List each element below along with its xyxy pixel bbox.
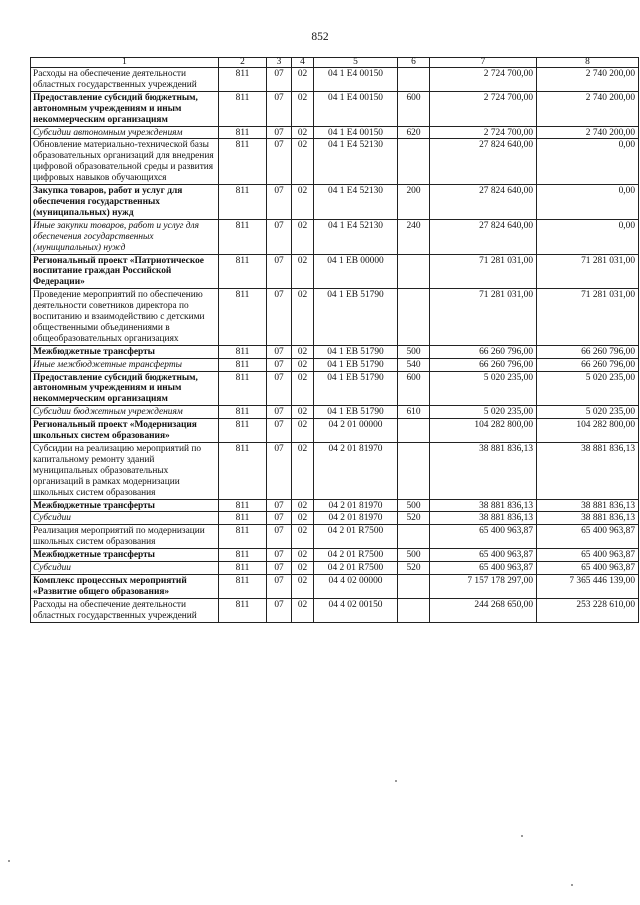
table-row bbox=[31, 126, 639, 139]
cell-c4: 02 bbox=[292, 68, 314, 92]
cell-c6: 520 bbox=[398, 562, 430, 575]
cell-c8: 5 020 235,00 bbox=[537, 406, 639, 419]
table-row bbox=[31, 185, 639, 220]
row-name-cell: Расходы на обеспечение деятельности областных государственных учреждений bbox=[31, 68, 219, 92]
cell-c6: 500 bbox=[398, 499, 430, 512]
cell-c4: 02 bbox=[292, 289, 314, 346]
cell-c6 bbox=[398, 68, 430, 92]
cell-c4: 02 bbox=[292, 549, 314, 562]
cell-c7: 2 724 700,00 bbox=[430, 68, 537, 92]
table-row bbox=[31, 91, 639, 126]
cell-c4: 02 bbox=[292, 499, 314, 512]
column-header: 6 bbox=[398, 58, 430, 68]
cell-c2: 811 bbox=[219, 419, 267, 443]
cell-c6: 500 bbox=[398, 549, 430, 562]
cell-c5: 04 2 01 81970 bbox=[314, 443, 398, 500]
cell-c6 bbox=[398, 443, 430, 500]
cell-c2: 811 bbox=[219, 443, 267, 500]
cell-c5: 04 1 EB 51790 bbox=[314, 289, 398, 346]
cell-c5: 04 4 02 00000 bbox=[314, 574, 398, 598]
cell-c6: 500 bbox=[398, 345, 430, 358]
cell-c2: 811 bbox=[219, 371, 267, 406]
cell-c7: 104 282 800,00 bbox=[430, 419, 537, 443]
row-name-cell: Межбюджетные трансферты bbox=[31, 549, 219, 562]
cell-c2: 811 bbox=[219, 499, 267, 512]
cell-c7: 5 020 235,00 bbox=[430, 406, 537, 419]
row-name-cell: Субсидии бюджетным учреждениям bbox=[31, 406, 219, 419]
cell-c4: 02 bbox=[292, 598, 314, 622]
row-name-cell: Иные закупки товаров, работ и услуг для обеспечения государственных (муниципальных) нужд bbox=[31, 219, 219, 254]
cell-c5: 04 2 01 R7500 bbox=[314, 562, 398, 575]
table-row bbox=[31, 406, 639, 419]
cell-c6: 610 bbox=[398, 406, 430, 419]
cell-c5: 04 4 02 00150 bbox=[314, 598, 398, 622]
cell-c5: 04 1 E4 52130 bbox=[314, 219, 398, 254]
cell-c7: 27 824 640,00 bbox=[430, 219, 537, 254]
cell-c3: 07 bbox=[267, 598, 292, 622]
scan-speck bbox=[8, 860, 10, 862]
row-name-cell: Реализация мероприятий по модернизации школьных систем образования bbox=[31, 525, 219, 549]
cell-c7: 71 281 031,00 bbox=[430, 289, 537, 346]
cell-c8: 2 740 200,00 bbox=[537, 68, 639, 92]
cell-c2: 811 bbox=[219, 358, 267, 371]
table-row bbox=[31, 512, 639, 525]
cell-c5: 04 1 E4 00150 bbox=[314, 91, 398, 126]
cell-c8: 7 365 446 139,00 bbox=[537, 574, 639, 598]
cell-c5: 04 2 01 81970 bbox=[314, 512, 398, 525]
cell-c8: 104 282 800,00 bbox=[537, 419, 639, 443]
cell-c2: 811 bbox=[219, 185, 267, 220]
column-header: 1 bbox=[31, 58, 219, 68]
cell-c3: 07 bbox=[267, 254, 292, 289]
cell-c2: 811 bbox=[219, 289, 267, 346]
row-name-cell: Обновление материально-технической базы образовательных организаций для внедрения цифровой образовательной среды и развития цифровых навыков обучающихся bbox=[31, 139, 219, 185]
table-row bbox=[31, 254, 639, 289]
cell-c5: 04 2 01 81970 bbox=[314, 499, 398, 512]
cell-c8: 2 740 200,00 bbox=[537, 126, 639, 139]
cell-c4: 02 bbox=[292, 574, 314, 598]
cell-c3: 07 bbox=[267, 371, 292, 406]
cell-c8: 0,00 bbox=[537, 139, 639, 185]
cell-c2: 811 bbox=[219, 345, 267, 358]
cell-c3: 07 bbox=[267, 406, 292, 419]
table-header-row bbox=[31, 58, 639, 68]
cell-c6: 600 bbox=[398, 371, 430, 406]
cell-c6 bbox=[398, 419, 430, 443]
row-name-cell: Проведение мероприятий по обеспечению деятельности советников директора по воспитанию и взаимодействию с детскими общественными объединениями в общеобразовательных организациях bbox=[31, 289, 219, 346]
cell-c4: 02 bbox=[292, 525, 314, 549]
cell-c3: 07 bbox=[267, 512, 292, 525]
cell-c4: 02 bbox=[292, 185, 314, 220]
table-row bbox=[31, 219, 639, 254]
cell-c2: 811 bbox=[219, 91, 267, 126]
column-header: 8 bbox=[537, 58, 639, 68]
scan-speck bbox=[571, 884, 573, 886]
cell-c4: 02 bbox=[292, 419, 314, 443]
cell-c7: 66 260 796,00 bbox=[430, 358, 537, 371]
cell-c8: 0,00 bbox=[537, 219, 639, 254]
cell-c8: 38 881 836,13 bbox=[537, 443, 639, 500]
cell-c6: 540 bbox=[398, 358, 430, 371]
cell-c2: 811 bbox=[219, 126, 267, 139]
cell-c3: 07 bbox=[267, 419, 292, 443]
cell-c7: 244 268 650,00 bbox=[430, 598, 537, 622]
row-name-cell: Межбюджетные трансферты bbox=[31, 499, 219, 512]
cell-c8: 66 260 796,00 bbox=[537, 358, 639, 371]
cell-c8: 5 020 235,00 bbox=[537, 371, 639, 406]
table-row bbox=[31, 419, 639, 443]
table-row bbox=[31, 345, 639, 358]
table-row bbox=[31, 358, 639, 371]
row-name-cell: Региональный проект «Модернизация школьных систем образования» bbox=[31, 419, 219, 443]
cell-c5: 04 1 E4 52130 bbox=[314, 139, 398, 185]
cell-c4: 02 bbox=[292, 126, 314, 139]
cell-c6: 520 bbox=[398, 512, 430, 525]
cell-c3: 07 bbox=[267, 219, 292, 254]
cell-c7: 2 724 700,00 bbox=[430, 91, 537, 126]
cell-c8: 253 228 610,00 bbox=[537, 598, 639, 622]
cell-c2: 811 bbox=[219, 562, 267, 575]
cell-c7: 65 400 963,87 bbox=[430, 562, 537, 575]
cell-c4: 02 bbox=[292, 562, 314, 575]
cell-c4: 02 bbox=[292, 254, 314, 289]
scan-speck bbox=[395, 780, 397, 782]
cell-c7: 2 724 700,00 bbox=[430, 126, 537, 139]
row-name-cell: Субсидии bbox=[31, 562, 219, 575]
cell-c6 bbox=[398, 289, 430, 346]
cell-c3: 07 bbox=[267, 358, 292, 371]
cell-c6 bbox=[398, 139, 430, 185]
table-row bbox=[31, 371, 639, 406]
row-name-cell: Субсидии bbox=[31, 512, 219, 525]
column-header: 3 bbox=[267, 58, 292, 68]
page-number: 852 bbox=[311, 31, 329, 43]
cell-c7: 66 260 796,00 bbox=[430, 345, 537, 358]
cell-c5: 04 1 EB 00000 bbox=[314, 254, 398, 289]
cell-c4: 02 bbox=[292, 345, 314, 358]
cell-c3: 07 bbox=[267, 126, 292, 139]
table-row bbox=[31, 574, 639, 598]
budget-table bbox=[30, 57, 639, 623]
cell-c5: 04 1 EB 51790 bbox=[314, 371, 398, 406]
cell-c5: 04 1 EB 51790 bbox=[314, 345, 398, 358]
table-row bbox=[31, 139, 639, 185]
column-header: 2 bbox=[219, 58, 267, 68]
cell-c6: 620 bbox=[398, 126, 430, 139]
column-header: 4 bbox=[292, 58, 314, 68]
cell-c5: 04 1 E4 52130 bbox=[314, 185, 398, 220]
table-row bbox=[31, 598, 639, 622]
cell-c2: 811 bbox=[219, 598, 267, 622]
cell-c3: 07 bbox=[267, 549, 292, 562]
cell-c6: 600 bbox=[398, 91, 430, 126]
row-name-cell: Расходы на обеспечение деятельности областных государственных учреждений bbox=[31, 598, 219, 622]
cell-c5: 04 1 EB 51790 bbox=[314, 406, 398, 419]
cell-c6 bbox=[398, 525, 430, 549]
table-row bbox=[31, 68, 639, 92]
cell-c5: 04 2 01 R7500 bbox=[314, 549, 398, 562]
cell-c3: 07 bbox=[267, 185, 292, 220]
cell-c4: 02 bbox=[292, 139, 314, 185]
cell-c3: 07 bbox=[267, 68, 292, 92]
cell-c7: 38 881 836,13 bbox=[430, 443, 537, 500]
cell-c5: 04 2 01 00000 bbox=[314, 419, 398, 443]
cell-c3: 07 bbox=[267, 443, 292, 500]
cell-c6 bbox=[398, 574, 430, 598]
row-name-cell: Комплекс процессных мероприятий «Развитие общего образования» bbox=[31, 574, 219, 598]
cell-c3: 07 bbox=[267, 562, 292, 575]
cell-c7: 38 881 836,13 bbox=[430, 512, 537, 525]
cell-c2: 811 bbox=[219, 512, 267, 525]
cell-c3: 07 bbox=[267, 289, 292, 346]
cell-c8: 66 260 796,00 bbox=[537, 345, 639, 358]
cell-c5: 04 2 01 R7500 bbox=[314, 525, 398, 549]
cell-c6 bbox=[398, 598, 430, 622]
cell-c3: 07 bbox=[267, 139, 292, 185]
cell-c3: 07 bbox=[267, 499, 292, 512]
cell-c8: 71 281 031,00 bbox=[537, 254, 639, 289]
cell-c4: 02 bbox=[292, 406, 314, 419]
cell-c2: 811 bbox=[219, 68, 267, 92]
cell-c8: 0,00 bbox=[537, 185, 639, 220]
cell-c4: 02 bbox=[292, 91, 314, 126]
table-row bbox=[31, 562, 639, 575]
cell-c2: 811 bbox=[219, 406, 267, 419]
cell-c3: 07 bbox=[267, 525, 292, 549]
row-name-cell: Предоставление субсидий бюджетным, автономным учреждениям и иным некоммерческим организациям bbox=[31, 91, 219, 126]
table-row bbox=[31, 525, 639, 549]
cell-c3: 07 bbox=[267, 574, 292, 598]
cell-c2: 811 bbox=[219, 139, 267, 185]
cell-c2: 811 bbox=[219, 549, 267, 562]
cell-c8: 65 400 963,87 bbox=[537, 562, 639, 575]
cell-c2: 811 bbox=[219, 574, 267, 598]
row-name-cell: Межбюджетные трансферты bbox=[31, 345, 219, 358]
row-name-cell: Региональный проект «Патриотическое воспитание граждан Российской Федерации» bbox=[31, 254, 219, 289]
row-name-cell: Закупка товаров, работ и услуг для обеспечения государственных (муниципальных) нужд bbox=[31, 185, 219, 220]
cell-c8: 38 881 836,13 bbox=[537, 512, 639, 525]
row-name-cell: Иные межбюджетные трансферты bbox=[31, 358, 219, 371]
cell-c6: 240 bbox=[398, 219, 430, 254]
cell-c2: 811 bbox=[219, 525, 267, 549]
cell-c3: 07 bbox=[267, 345, 292, 358]
cell-c7: 5 020 235,00 bbox=[430, 371, 537, 406]
cell-c5: 04 1 E4 00150 bbox=[314, 126, 398, 139]
cell-c8: 65 400 963,87 bbox=[537, 525, 639, 549]
table-row bbox=[31, 289, 639, 346]
table-row bbox=[31, 499, 639, 512]
cell-c6 bbox=[398, 254, 430, 289]
cell-c7: 71 281 031,00 bbox=[430, 254, 537, 289]
cell-c7: 27 824 640,00 bbox=[430, 139, 537, 185]
cell-c7: 38 881 836,13 bbox=[430, 499, 537, 512]
cell-c2: 811 bbox=[219, 219, 267, 254]
cell-c4: 02 bbox=[292, 371, 314, 406]
scan-speck bbox=[521, 835, 523, 837]
row-name-cell: Субсидии на реализацию мероприятий по капитальному ремонту зданий муниципальных образовательных организаций в рамках модернизации школьных систем образования bbox=[31, 443, 219, 500]
cell-c4: 02 bbox=[292, 219, 314, 254]
cell-c7: 65 400 963,87 bbox=[430, 525, 537, 549]
cell-c8: 2 740 200,00 bbox=[537, 91, 639, 126]
table-row bbox=[31, 549, 639, 562]
column-header: 7 bbox=[430, 58, 537, 68]
cell-c7: 27 824 640,00 bbox=[430, 185, 537, 220]
cell-c8: 65 400 963,87 bbox=[537, 549, 639, 562]
cell-c4: 02 bbox=[292, 512, 314, 525]
cell-c5: 04 1 EB 51790 bbox=[314, 358, 398, 371]
cell-c7: 65 400 963,87 bbox=[430, 549, 537, 562]
cell-c6: 200 bbox=[398, 185, 430, 220]
row-name-cell: Предоставление субсидий бюджетным, автономным учреждениям и иным некоммерческим организациям bbox=[31, 371, 219, 406]
cell-c2: 811 bbox=[219, 254, 267, 289]
cell-c5: 04 1 E4 00150 bbox=[314, 68, 398, 92]
row-name-cell: Субсидии автономным учреждениям bbox=[31, 126, 219, 139]
cell-c3: 07 bbox=[267, 91, 292, 126]
cell-c4: 02 bbox=[292, 358, 314, 371]
cell-c4: 02 bbox=[292, 443, 314, 500]
table-row bbox=[31, 443, 639, 500]
cell-c8: 71 281 031,00 bbox=[537, 289, 639, 346]
column-header: 5 bbox=[314, 58, 398, 68]
cell-c8: 38 881 836,13 bbox=[537, 499, 639, 512]
cell-c7: 7 157 178 297,00 bbox=[430, 574, 537, 598]
